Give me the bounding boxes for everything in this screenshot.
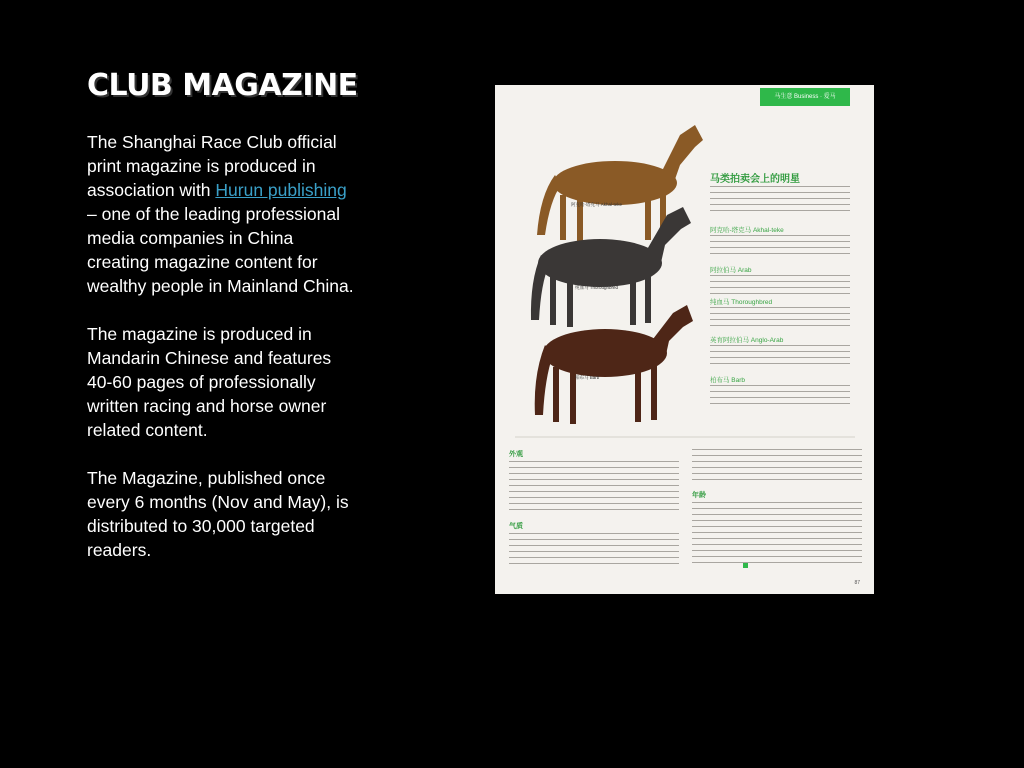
intro-text-block <box>710 186 850 214</box>
age-text <box>692 502 862 566</box>
appearance-text <box>509 461 679 513</box>
temperament-text <box>509 533 679 567</box>
section-title-temperament: 气质 <box>509 523 523 530</box>
breed-thoroughbred: 纯血马 Thoroughbred <box>710 299 773 306</box>
slide-title: CLUB MAGAZINE <box>87 68 358 103</box>
breed-akhal-teke: 阿克哈-塔克马 Akhal-teke <box>710 227 784 234</box>
horse-label-barb: 柏布马 Barb <box>575 375 600 380</box>
arab-text <box>710 275 850 295</box>
section-title-age: 年龄 <box>692 492 706 499</box>
end-mark-icon <box>743 563 748 568</box>
magazine-page-image <box>495 85 874 594</box>
barb-text <box>710 385 850 405</box>
paragraph-intro <box>87 130 355 298</box>
horse-dark-bay-icon <box>531 207 691 327</box>
horse-label-thoroughbred: 纯血马 Thoroughbred <box>575 285 619 290</box>
breed-barb: 柏布马 Barb <box>710 377 746 384</box>
magazine-page-number: 87 <box>854 580 860 586</box>
breed-anglo-arab: 英育阿拉伯马 Anglo-Arab <box>710 337 784 344</box>
akhal-teke-text <box>710 235 850 255</box>
breed-arab: 阿拉伯马 Arab <box>710 267 752 274</box>
horse-label-akhal-teke: 阿克哈-塔克马 Akhal-teke <box>571 202 623 207</box>
thoroughbred-text <box>710 307 850 327</box>
magazine-main-title: 马类拍卖会上的明星 <box>710 174 800 185</box>
slide-body <box>87 130 355 586</box>
paragraph-distribution: The Magazine, published once every 6 months (Nov and May), is distributed to 30,000 targeted readers. <box>87 468 349 560</box>
magazine-header-tag: 马生意 Business · 爱马 <box>760 88 850 106</box>
paragraph-intro-text: The Shanghai Race Club official print magazine is produced in association with <box>87 132 337 200</box>
section-title-appearance: 外观 <box>509 451 523 458</box>
hurun-publishing-link[interactable]: Hurun publishing <box>215 180 347 200</box>
anglo-arab-text <box>710 345 850 365</box>
column2-text-top <box>692 449 862 483</box>
paragraph-intro-tail: – one of the leading professional media companies in China creating magazine content for wealthy people in Mainland China. <box>87 204 354 296</box>
paragraph-language: The magazine is produced in Mandarin Chinese and features 40-60 pages of professionally written racing and horse owner related content. <box>87 324 332 440</box>
horse-brown-icon <box>535 305 693 424</box>
